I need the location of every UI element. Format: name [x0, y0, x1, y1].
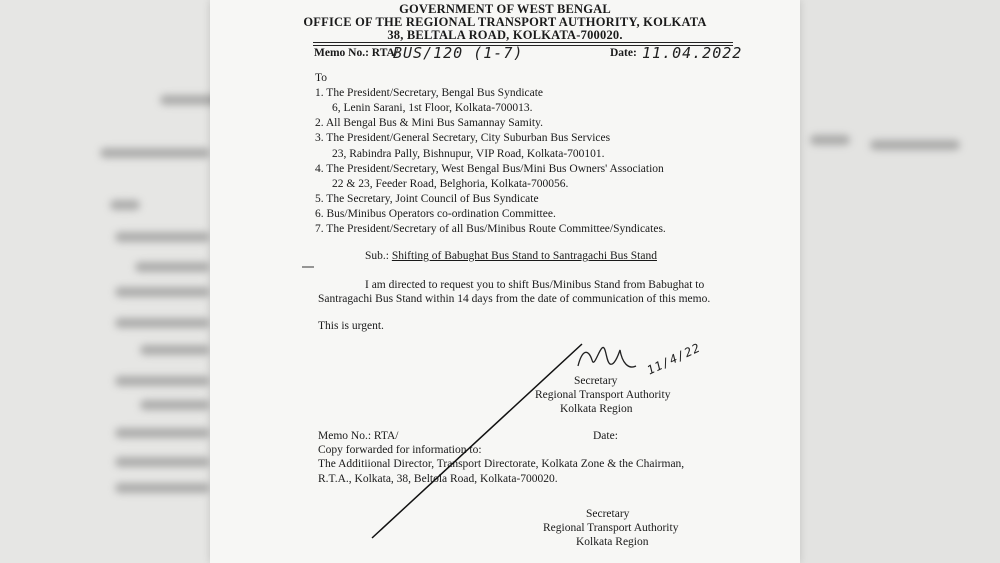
recipient-1-address: 6, Lenin Sarani, 1st Floor, Kolkata-700013. — [332, 102, 533, 114]
signature-region: Kolkata Region — [560, 403, 633, 415]
recipient-3: 3. The President/General Secretary, City Suburban Bus Services — [315, 132, 611, 144]
diagonal-cancel-stroke — [372, 344, 582, 538]
copy-sign-org: Regional Transport Authority — [543, 522, 679, 534]
recipient-6: 6. Bus/Minibus Operators co-ordination Committee. — [315, 208, 556, 220]
recipient-5: 5. The Secretary, Joint Council of Bus Syndicate — [315, 193, 539, 205]
copy-memo-label: Memo No.: RTA/ — [318, 430, 399, 442]
signature-date-handwritten: 11/4/22 — [644, 340, 703, 378]
copy-sign-title: Secretary — [586, 508, 630, 520]
memo-date-handwritten: 11.04.2022 — [642, 44, 743, 62]
recipient-3-address: 23, Rabindra Pally, Bishnupur, VIP Road, Kolkata-700101. — [332, 148, 605, 160]
blurred-background-right — [800, 0, 1000, 563]
subject-label: Sub.: — [365, 250, 389, 262]
copy-sign-region: Kolkata Region — [576, 536, 649, 548]
memo-document — [210, 0, 800, 563]
signature-title: Secretary — [574, 375, 618, 387]
memo-number-handwritten: BUS/120 (1-7) — [393, 44, 524, 62]
subject-text: Shifting of Babughat Bus Stand to Santragachi Bus Stand — [391, 250, 657, 262]
copy-addressee-2: R.T.A., Kolkata, 38, Beltola Road, Kolkata-700020. — [318, 473, 558, 485]
urgent-note: This is urgent. — [318, 320, 384, 332]
signature-scribble — [578, 347, 636, 367]
body-line-2: Santragachi Bus Stand within 14 days from the date of communication of this memo. — [318, 293, 711, 305]
header-address: 38, BELTALA ROAD, KOLKATA-700020. — [387, 28, 623, 42]
ink-marks — [210, 0, 800, 563]
header-government: GOVERNMENT OF WEST BENGAL — [399, 2, 611, 16]
recipient-4: 4. The President/Secretary, West Bengal Bus/Mini Bus Owners' Association — [315, 163, 664, 175]
body-line-1: I am directed to request you to shift Bus/Minibus Stand from Babughat to — [365, 279, 705, 291]
to-label: To — [315, 72, 327, 84]
copy-date-label: Date: — [593, 430, 618, 442]
recipient-7: 7. The President/Secretary of all Bus/Minibus Route Committee/Syndicates. — [315, 223, 666, 235]
header-office: OFFICE OF THE REGIONAL TRANSPORT AUTHORITY, KOLKATA — [303, 15, 707, 29]
blurred-background-left — [0, 0, 210, 563]
recipient-1: 1. The President/Secretary, Bengal Bus Syndicate — [315, 87, 544, 99]
memo-number-label: Memo No.: RTA/ — [314, 47, 399, 59]
copy-forwarded: Copy forwarded for information to: — [318, 444, 482, 456]
recipient-2: 2. All Bengal Bus & Mini Bus Samannay Samity. — [315, 117, 543, 129]
copy-addressee-1: The Additiional Director, Transport Directorate, Kolkata Zone & the Chairman, — [318, 458, 685, 470]
signature-org: Regional Transport Authority — [535, 389, 671, 401]
memo-date-label: Date: — [610, 47, 637, 59]
recipient-4-address: 22 & 23, Feeder Road, Belghoria, Kolkata-700056. — [332, 178, 569, 190]
